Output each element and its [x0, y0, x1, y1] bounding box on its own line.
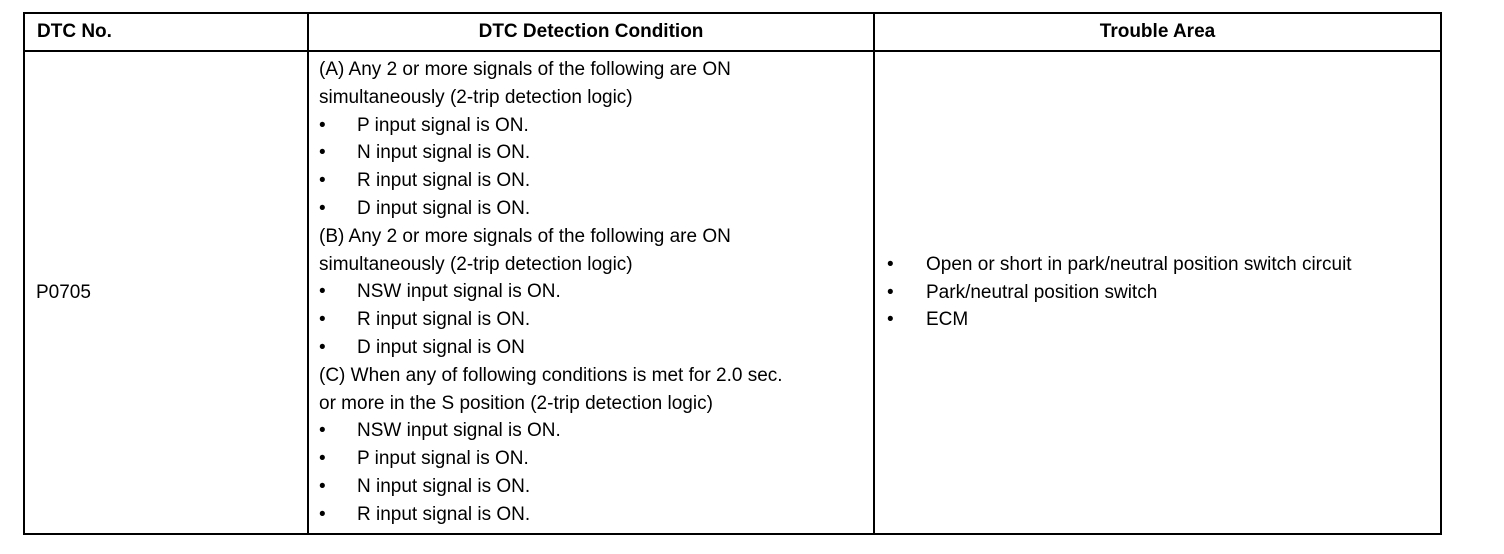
condition-item-text: NSW input signal is ON. [357, 420, 561, 442]
dtc-code-cell: P0705 [24, 51, 308, 534]
bullet-icon: • [887, 281, 894, 303]
condition-b-heading-cont: simultaneously (2-trip detection logic) [319, 253, 633, 275]
condition-item-text: N input signal is ON. [357, 475, 531, 497]
bullet-icon: • [319, 448, 326, 470]
condition-a-heading: (A) Any 2 or more signals of the following are ON [319, 59, 731, 80]
condition-b-heading: (B) Any 2 or more signals of the following are ON [319, 225, 731, 247]
trouble-item-text: Open or short in park/neutral position switch circuit [926, 253, 1352, 275]
list-item [319, 334, 873, 362]
list-item [319, 445, 873, 473]
list-item [319, 501, 873, 529]
bullet-icon: • [319, 114, 326, 136]
condition-item-text: P input signal is ON. [357, 448, 529, 470]
dtc-table [23, 12, 1442, 535]
list-item [319, 473, 873, 501]
list-item [319, 112, 873, 140]
bullet-icon: • [319, 309, 326, 331]
list-item [319, 306, 873, 334]
header-dtc-no: DTC No. [24, 13, 308, 51]
bullet-icon: • [319, 197, 326, 219]
bullet-icon: • [319, 503, 326, 525]
bullet-icon: • [319, 475, 326, 497]
trouble-item-text: ECM [926, 309, 969, 331]
condition-item-text: D input signal is ON. [357, 197, 531, 219]
trouble-area-cell [874, 51, 1441, 534]
condition-item-text: D input signal is ON [357, 336, 525, 358]
trouble-item-text: Park/neutral position switch [926, 281, 1158, 303]
condition-item-text: P input signal is ON. [357, 114, 529, 136]
header-condition: DTC Detection Condition [308, 13, 874, 51]
condition-item-text: N input signal is ON. [357, 142, 531, 164]
bullet-icon: • [887, 253, 894, 275]
list-item [319, 167, 873, 195]
bullet-icon: • [319, 142, 326, 164]
list-item [319, 195, 873, 223]
condition-c-heading-cont: or more in the S position (2-trip detection logic) [319, 392, 713, 414]
bullet-icon: • [319, 336, 326, 358]
list-item [887, 251, 1440, 279]
bullet-icon: • [319, 170, 326, 192]
header-trouble-area: Trouble Area [874, 13, 1441, 51]
list-item [319, 278, 873, 306]
list-item [319, 417, 873, 445]
list-item [887, 279, 1440, 307]
detection-condition-cell [308, 51, 874, 534]
list-item [319, 139, 873, 167]
condition-c-heading: (C) When any of following conditions is met for 2.0 sec. [319, 364, 783, 386]
header-row [24, 13, 1441, 51]
condition-item-text: R input signal is ON. [357, 309, 531, 331]
bullet-icon: • [319, 420, 326, 442]
condition-item-text: R input signal is ON. [357, 503, 531, 525]
condition-item-text: NSW input signal is ON. [357, 281, 561, 303]
bullet-icon: • [319, 281, 326, 303]
bullet-icon: • [887, 309, 894, 331]
condition-a-heading-cont: simultaneously (2-trip detection logic) [319, 86, 633, 108]
condition-item-text: R input signal is ON. [357, 170, 531, 192]
list-item [887, 306, 1440, 334]
table-row [24, 51, 1441, 534]
